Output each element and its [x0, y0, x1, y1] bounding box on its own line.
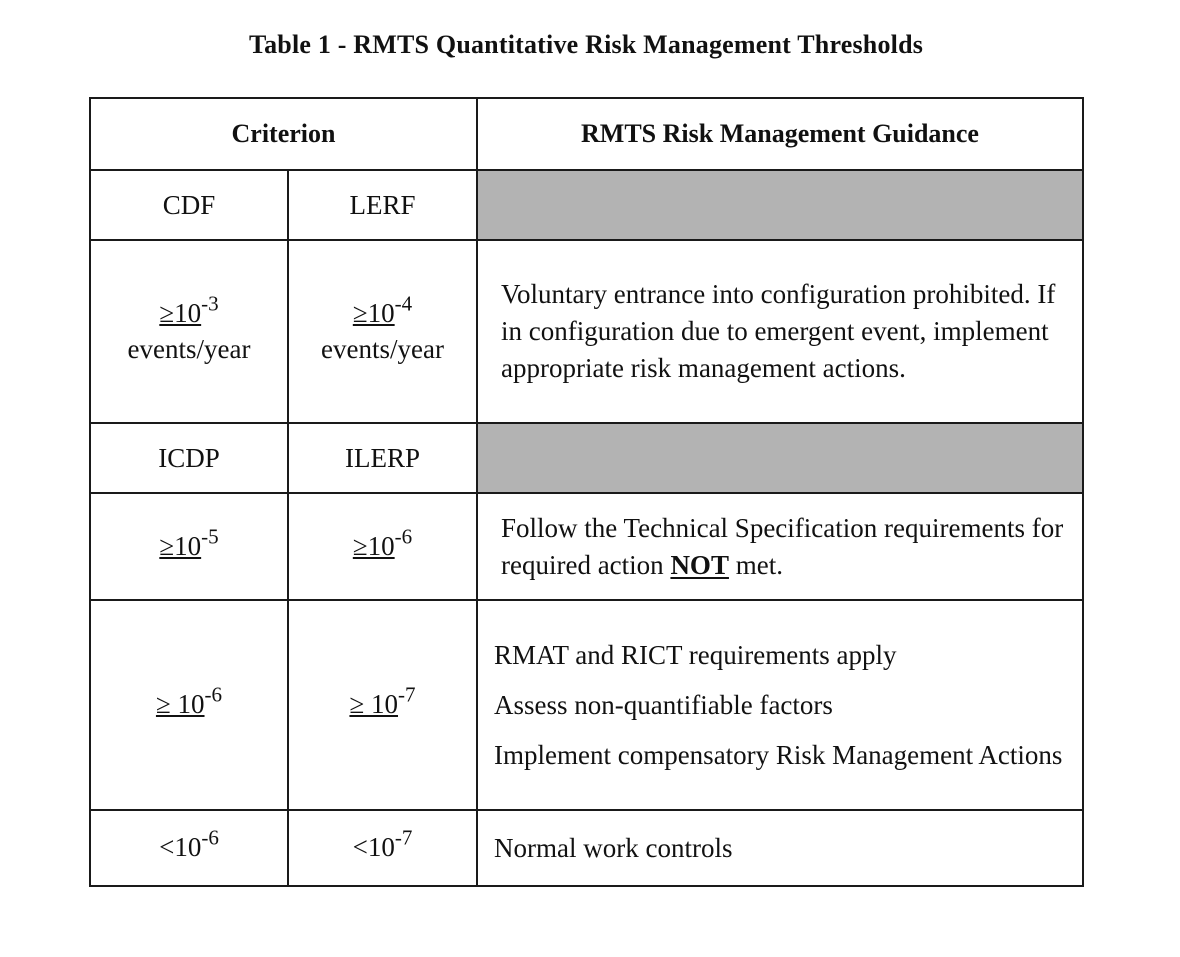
threshold-value: ≥10 [352, 298, 395, 329]
table-row [90, 240, 1083, 423]
emphasis-not: NOT [670, 549, 729, 580]
metric-label-ilerp: ILERP [288, 423, 477, 493]
guidance-text: Normal work controls [494, 832, 733, 863]
exponent: -5 [201, 524, 219, 549]
cdf-threshold-cell [90, 240, 288, 423]
ilerp-threshold-cell: $<10^{-7}$ [288, 810, 477, 886]
icdp-threshold-cell: $<10^{-6}$ [90, 810, 288, 886]
threshold-value: ≥10 [352, 530, 395, 561]
exponent: -4 [394, 291, 413, 316]
guidance-cell [477, 810, 1083, 886]
ilerp-threshold-cell [288, 600, 477, 810]
metric-label-cdf: CDF [90, 170, 288, 240]
icdp-threshold-cell [90, 493, 288, 600]
guidance-text: Follow the Technical Specification requirements for required action NOT met. [501, 512, 1064, 580]
threshold-value: ≥ 10 [349, 689, 399, 720]
guidance-item: Implement compensatory Risk Management Actions [494, 739, 1063, 770]
threshold-value: ≥10 [159, 530, 202, 561]
exponent: -6 [204, 682, 223, 707]
exponent: -6 [394, 524, 413, 549]
metric-label-icdp: ICDP [90, 423, 288, 493]
lerf-threshold-cell [288, 240, 477, 423]
ilerp-threshold-cell [288, 493, 477, 600]
metric-label-lerf: LERF [288, 170, 477, 240]
guidance-cell [477, 240, 1083, 423]
table-row [90, 493, 1083, 600]
table-row [90, 170, 1083, 240]
exponent: -6 [201, 825, 219, 850]
guidance-cell [477, 600, 1083, 810]
table-row [90, 810, 1083, 886]
exponent: -7 [394, 825, 413, 850]
risk-thresholds-table [89, 97, 1084, 887]
threshold-value: ≥ 10 [155, 689, 205, 720]
table-row [90, 423, 1083, 493]
threshold-unit: events/year [127, 333, 251, 364]
threshold-value: ≥10 [159, 298, 202, 329]
shaded-cell [477, 423, 1083, 493]
table-row [90, 600, 1083, 810]
shaded-cell [477, 170, 1083, 240]
exponent: -3 [201, 291, 219, 316]
icdp-threshold-cell [90, 600, 288, 810]
criterion-header: Criterion [90, 98, 477, 170]
threshold-unit: events/year [321, 333, 444, 364]
guidance-text: Voluntary entrance into configuration prohibited. If in configuration due to emergent event, implement appropriate risk management actions. [501, 279, 1056, 383]
guidance-item: RMAT and RICT requirements apply [494, 639, 897, 670]
guidance-header: RMTS Risk Management Guidance [477, 98, 1083, 170]
table-title: Table 1 - RMTS Quantitative Risk Management Thresholds [248, 30, 924, 59]
guidance-cell [477, 493, 1083, 600]
exponent: -7 [398, 682, 416, 707]
guidance-item: Assess non-quantifiable factors [494, 689, 833, 720]
header-row [90, 98, 1083, 170]
